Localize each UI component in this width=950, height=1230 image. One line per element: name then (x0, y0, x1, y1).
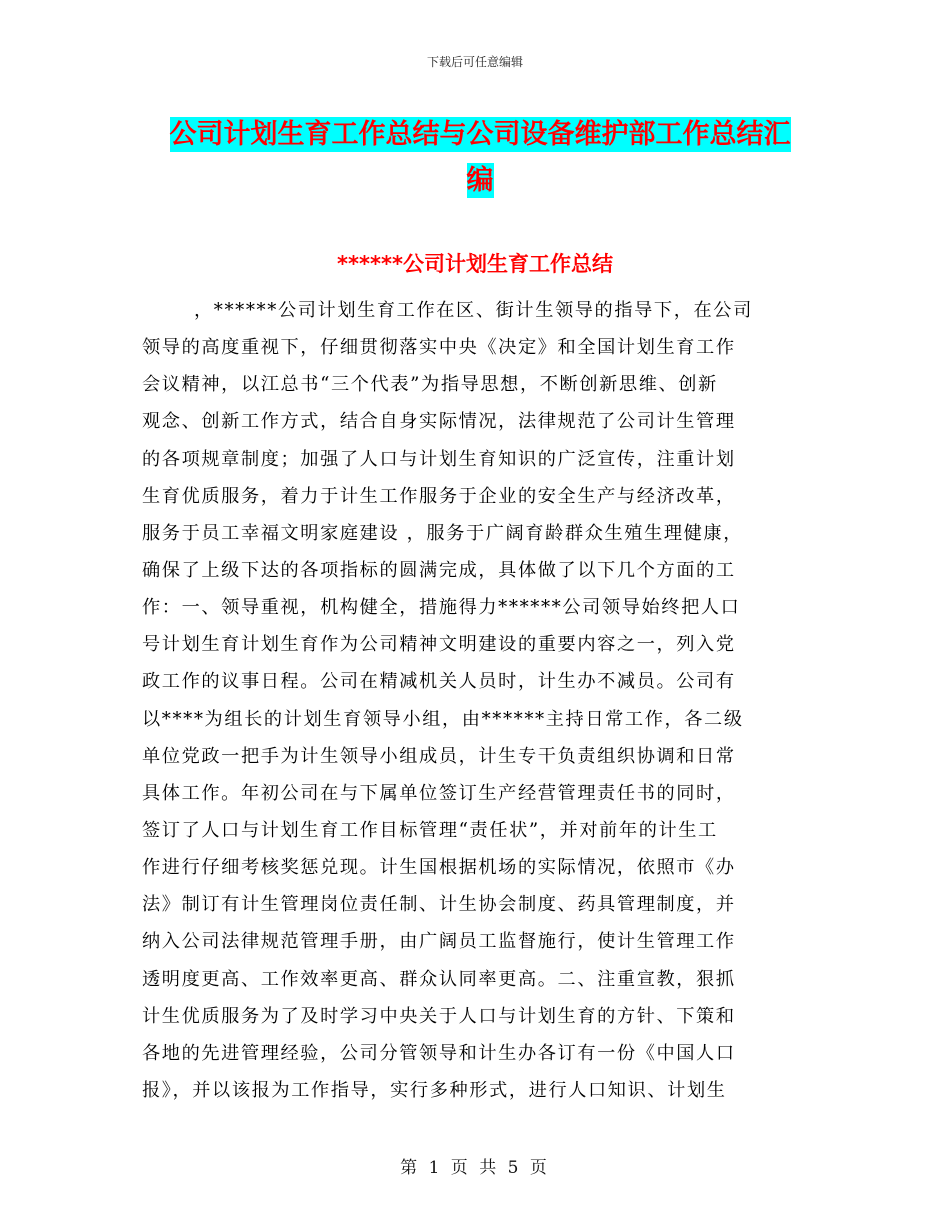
body-line: 纳入公司法律规范管理手册，由广阔员工监督施行，使计生管理工作 (142, 931, 736, 953)
body-line: 会议精神，以江总书“三个代表”为指导思想，不断创新思维、创新 (142, 374, 718, 396)
body-line: 透明度更高、工作效率更高、群众认同率更高。二、注重宣教，狠抓 (142, 968, 736, 990)
body-line: 确保了上级下达的各项指标的圆满完成，具体做了以下几个方面的工 (142, 559, 736, 581)
document-title (150, 112, 810, 204)
body-line: 观念、创新工作方式，结合自身实际情况，法律规范了公司计生管理 (142, 411, 736, 433)
page-footer: 第 1 页 共 5 页 (400, 1158, 550, 1178)
body-line: 报》，并以该报为工作指导，实行多种形式，进行人口知识、计划生 (142, 1079, 727, 1101)
body-line: 作：一、领导重视，机构健全，措施得力******公司领导始终把人口 (142, 597, 741, 619)
header-note: 下载后可任意编辑 (426, 55, 523, 69)
body-line: 各地的先进管理经验，公司分管领导和计生办各订有一份《中国人口 (142, 1042, 736, 1064)
body-line: 法》制订有计生管理岗位责任制、计生协会制度、药具管理制度，并 (142, 894, 736, 916)
section-title: ******公司计划生育工作总结 (337, 252, 613, 276)
body-line: 领导的高度重视下，仔细贯彻落实中央《决定》和全国计划生育工作 (142, 337, 736, 359)
body-line: 作进行仔细考核奖惩兑现。计生国根据机场的实际情况，依照市《办 (142, 857, 736, 879)
body-line: 计生优质服务为了及时学习中央关于人口与计划生育的方针、下策和 (142, 1005, 736, 1027)
document-title-line-1: 公司计划生育工作总结与公司设备维护部工作总结汇 (169, 119, 791, 150)
body-line: 服务于员工幸福文明家庭建设 ，服务于广阔育龄群众生殖生理健康， (142, 522, 744, 544)
body-line: 的各项规章制度；加强了人口与计划生育知识的广泛宣传，注重计划 (142, 448, 736, 470)
body-paragraph (142, 292, 797, 1109)
document-title-line-2: 编 (466, 165, 494, 196)
body-line: 生育优质服务，着力于计生工作服务于企业的安全生产与经济改革， (142, 485, 736, 507)
body-line: 签订了人口与计划生育工作目标管理“责任状”，并对前年的计生工 (142, 819, 718, 841)
body-line: 号计划生育计划生育作为公司精神文明建设的重要内容之一，列入党 (142, 634, 736, 656)
body-line: ，******公司计划生育工作在区、街计生领导的指导下，在公司 (194, 300, 753, 321)
body-line: 政工作的议事日程。公司在精减机关人员时，计生办不减员。公司有 (142, 671, 736, 693)
body-line: 以****为组长的计划生育领导小组，由******主持日常工作，各二级 (142, 708, 744, 730)
body-line: 单位党政一把手为计生领导小组成员，计生专干负责组织协调和日常 (142, 745, 736, 767)
body-line: 具体工作。年初公司在与下属单位签订生产经营管理责任书的同时， (142, 782, 736, 804)
